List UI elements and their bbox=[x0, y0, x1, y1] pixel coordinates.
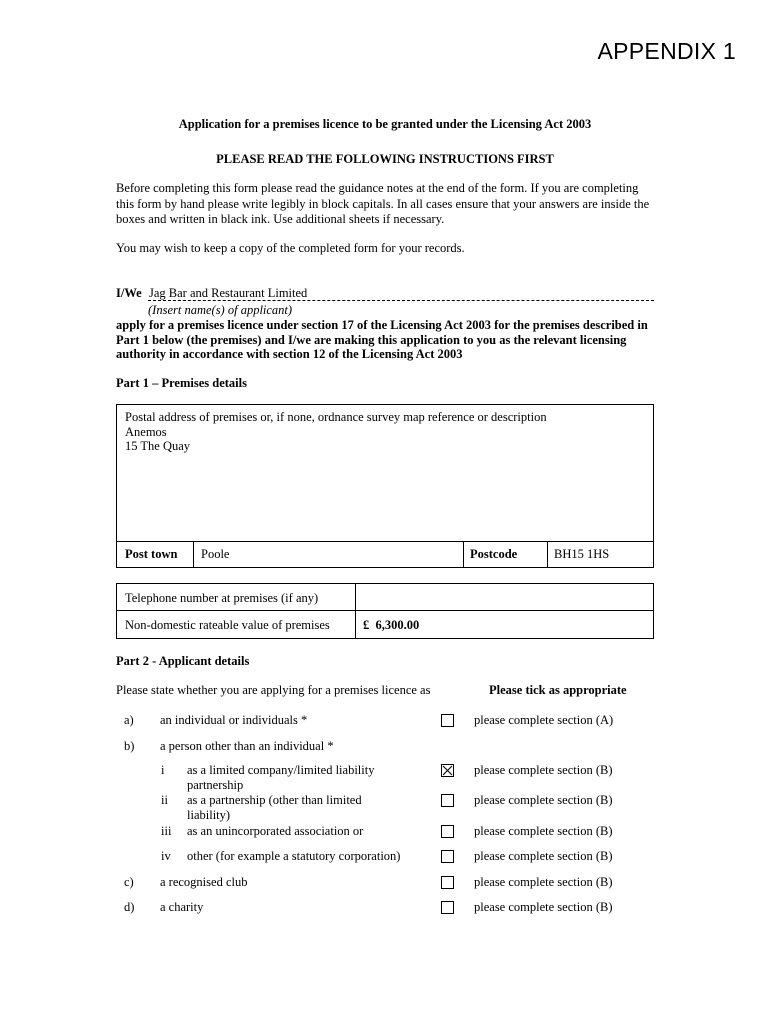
intro-paragraph: Before completing this form please read the guidance notes at the end of the form. If you are completing this form by hand please write legibly in block capitals. In all cases ensure that your answers are inside the boxes and written in black ink. Use additional sheets if necessary. bbox=[116, 181, 650, 226]
option-b-ii-checkbox[interactable] bbox=[441, 794, 454, 807]
post-town-label: Post town bbox=[125, 547, 178, 561]
option-b-ii-text: as a partnership (other than limited liability) bbox=[187, 793, 362, 822]
option-b-iv-marker: iv bbox=[161, 849, 171, 863]
option-a-checkbox[interactable] bbox=[441, 714, 454, 727]
option-b-ii-note: please complete section (B) bbox=[474, 793, 613, 807]
option-b-iii-marker: iii bbox=[161, 824, 172, 838]
option-b-ii-marker: ii bbox=[161, 793, 168, 807]
option-c-note: please complete section (B) bbox=[474, 875, 613, 889]
option-b-i-text: as a limited company/limited liability partnership bbox=[187, 763, 375, 792]
form-title: Application for a premises licence to be granted under the Licensing Act 2003 bbox=[178, 117, 592, 131]
option-b-iv-checkbox[interactable] bbox=[441, 850, 454, 863]
option-c-text: a recognised club bbox=[160, 875, 248, 889]
option-b-iii-note: please complete section (B) bbox=[474, 824, 613, 838]
option-b-text: a person other than an individual * bbox=[160, 739, 334, 753]
address-label: Postal address of premises or, if none, ordnance survey map reference or description bbox=[125, 410, 547, 424]
option-b-marker: b) bbox=[124, 739, 135, 753]
option-d-text: a charity bbox=[160, 900, 204, 914]
part1-heading: Part 1 – Premises details bbox=[116, 376, 247, 390]
premises-values-table bbox=[116, 583, 654, 639]
applicant-name: Jag Bar and Restaurant Limited bbox=[149, 286, 308, 300]
applicant-type-question: Please state whether you are applying for a premises licence as bbox=[116, 683, 431, 697]
option-c-checkbox[interactable] bbox=[441, 876, 454, 889]
option-b-iii-text: as an unincorporated association or bbox=[187, 824, 364, 838]
option-b-i-checkbox[interactable] bbox=[441, 764, 454, 777]
option-a-text: an individual or individuals * bbox=[160, 713, 308, 727]
records-paragraph: You may wish to keep a copy of the completed form for your records. bbox=[116, 241, 465, 255]
option-b-i-note: please complete section (B) bbox=[474, 763, 613, 777]
address-line-2[interactable]: 15 The Quay bbox=[125, 439, 191, 453]
telephone-field[interactable] bbox=[363, 591, 643, 606]
appendix-label: APPENDIX 1 bbox=[597, 38, 736, 64]
telephone-label: Telephone number at premises (if any) bbox=[125, 591, 319, 605]
option-d-marker: d) bbox=[124, 900, 135, 914]
rateable-value-field[interactable]: £ 6,300.00 bbox=[363, 618, 420, 632]
option-c-marker: c) bbox=[124, 875, 134, 889]
part2-heading: Part 2 - Applicant details bbox=[116, 654, 250, 668]
applicant-name-hint: (Insert name(s) of applicant) bbox=[148, 303, 293, 317]
postcode-field[interactable]: BH15 1HS bbox=[554, 547, 610, 561]
cross-mark-icon bbox=[442, 765, 453, 776]
application-statement: apply for a premises licence under section 17 of the Licensing Act 2003 for the premises described in Part 1 below (the premises) and I/we are making this application to you as the relevant licensing authority in accordance with section 12 of the Licensing Act 2003 bbox=[116, 318, 648, 361]
postcode-label: Postcode bbox=[470, 547, 518, 561]
address-block bbox=[125, 410, 547, 454]
rateable-value-label: Non-domestic rateable value of premises bbox=[125, 618, 330, 632]
option-a-marker: a) bbox=[124, 713, 134, 727]
address-line-1[interactable]: Anemos bbox=[125, 424, 167, 439]
option-b-iv-note: please complete section (B) bbox=[474, 849, 613, 863]
option-d-note: please complete section (B) bbox=[474, 900, 613, 914]
option-d-checkbox[interactable] bbox=[441, 901, 454, 914]
post-town-field[interactable]: Poole bbox=[201, 547, 230, 561]
iwe-label: I/We bbox=[116, 286, 142, 300]
option-a-note: please complete section (A) bbox=[474, 713, 614, 727]
instructions-heading: PLEASE READ THE FOLLOWING INSTRUCTIONS FIRST bbox=[216, 152, 554, 166]
tick-heading: Please tick as appropriate bbox=[489, 683, 627, 697]
option-b-iv-text: other (for example a statutory corporation) bbox=[187, 849, 401, 863]
option-b-i-marker: i bbox=[161, 763, 165, 777]
premises-address-box bbox=[116, 404, 654, 568]
option-b-iii-checkbox[interactable] bbox=[441, 825, 454, 838]
